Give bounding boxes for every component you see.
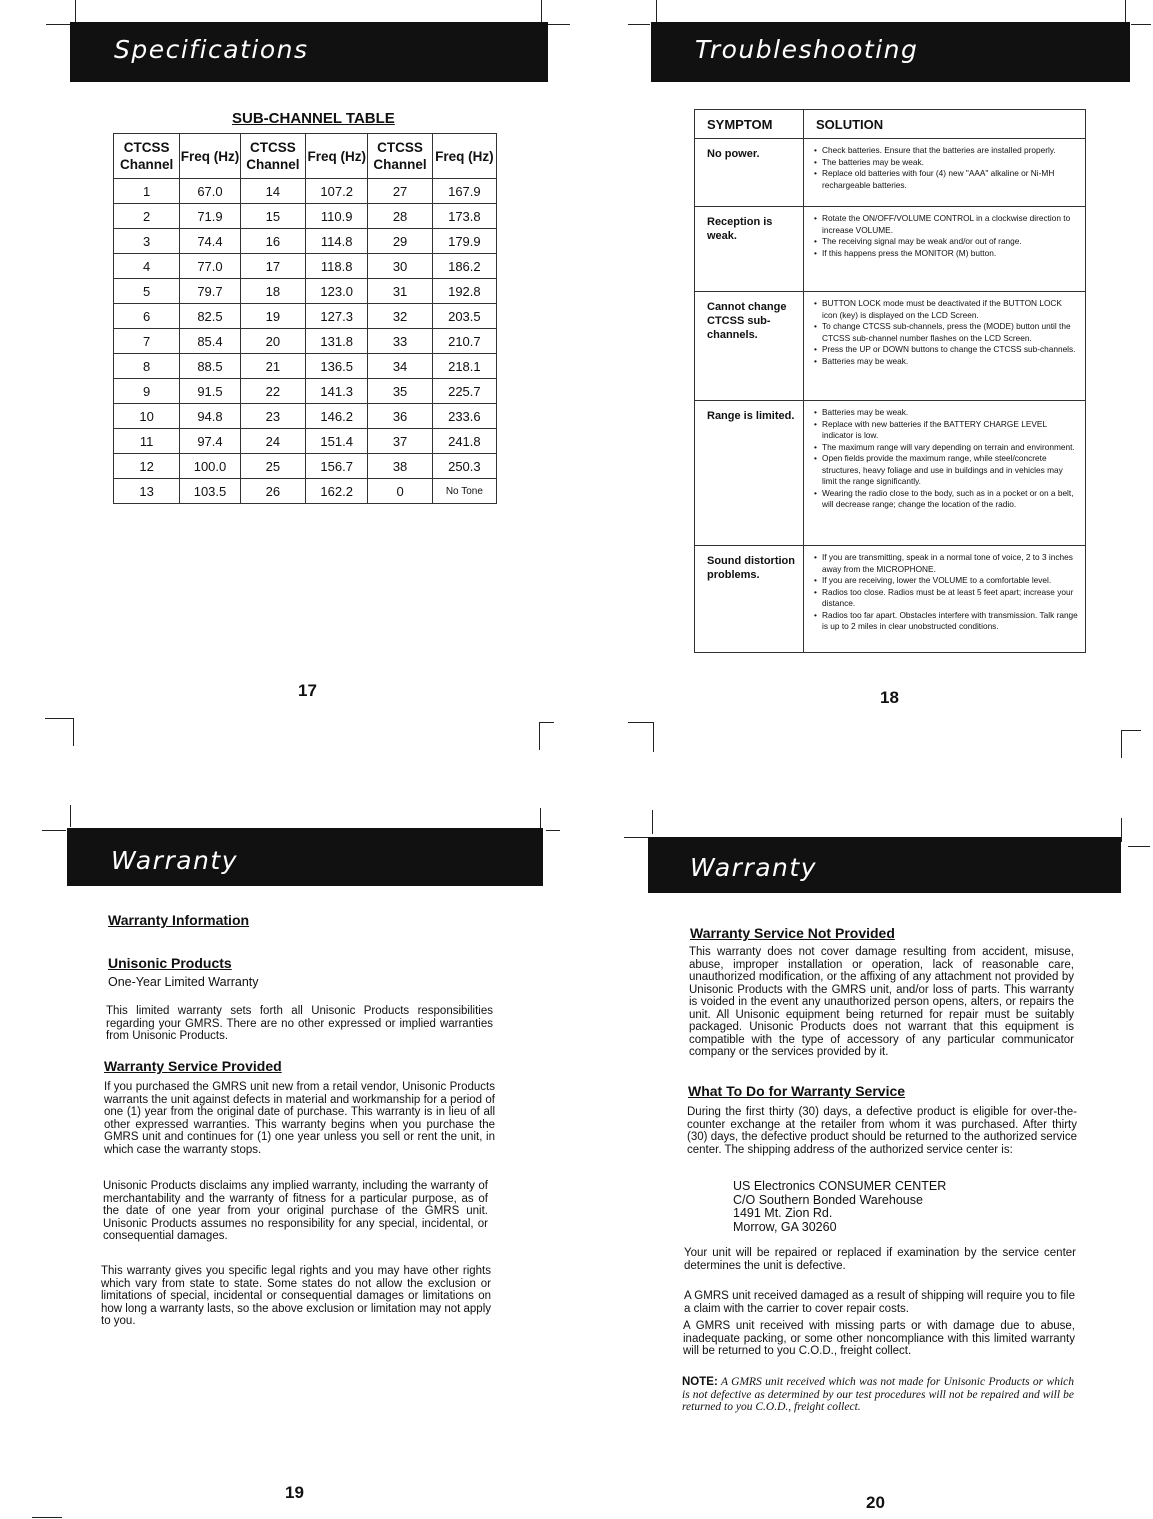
symptom-cell: No power. (695, 139, 804, 207)
frequency-cell: 91.5 (180, 379, 240, 404)
ctcss-channel-cell: 31 (368, 279, 432, 304)
column-header: CTCSS Channel (368, 134, 432, 179)
ctcss-channel-cell: 20 (240, 329, 305, 354)
ctcss-channel-cell: 35 (368, 379, 432, 404)
service-provided-heading: Warranty Service Provided (104, 1058, 282, 1074)
table-row (114, 204, 497, 229)
crop-mark (1121, 818, 1122, 842)
paragraph: Your unit will be repaired or replaced if examination by the service center determines the unit is defective. (684, 1247, 1076, 1272)
symptom-cell: Sound distortion problems. (695, 546, 804, 653)
frequency-cell: 103.5 (180, 479, 240, 504)
crop-mark (628, 24, 650, 25)
table-row (695, 139, 1086, 207)
column-header: CTCSS Channel (240, 134, 305, 179)
ctcss-channel-cell: 5 (114, 279, 180, 304)
ctcss-channel-cell: 14 (240, 179, 305, 204)
column-header: Freq (Hz) (180, 134, 240, 179)
service-not-provided-heading: Warranty Service Not Provided (690, 925, 895, 941)
frequency-cell: 82.5 (180, 304, 240, 329)
ctcss-channel-cell: 4 (114, 254, 180, 279)
symptom-cell: Range is limited. (695, 401, 804, 546)
address-line: Morrow, GA 30260 (733, 1219, 837, 1234)
ctcss-channel-cell: 2 (114, 204, 180, 229)
frequency-cell: 173.8 (432, 204, 496, 229)
paragraph: This warranty does not cover damage resulting from accident, misuse, abuse, improper installation or operation, lack of reasonable care, unauthorized modification, or the affixing of any attachment not provided by Unisonic Products with the GMRS unit, and/or loss of parts. This warranty is voided in the event any unauthorized person opens, alters, or repairs the unit. All Unisonic equipment being returned for repair must be suitably packaged. Unisonic Products does not warrant that this equipment is compatible with the type of accessory of any particular communicator company or the services provided by it. (689, 946, 1074, 1058)
table-row (695, 292, 1086, 401)
crop-mark (1131, 24, 1151, 25)
table-header-row (695, 110, 1086, 139)
table-row (695, 401, 1086, 546)
page-number: 19 (285, 1483, 304, 1502)
table-row (114, 379, 497, 404)
frequency-cell: 114.8 (306, 229, 368, 254)
solution-cell (804, 546, 1086, 653)
ctcss-channel-cell: 16 (240, 229, 305, 254)
address-line: C/O Southern Bonded Warehouse (733, 1192, 923, 1207)
column-header: Freq (Hz) (432, 134, 496, 179)
solution-item: • The batteries may be weak. (822, 157, 1079, 169)
ctcss-channel-cell: 33 (368, 329, 432, 354)
table-row (695, 207, 1086, 292)
solution-item: • Radios too far apart. Obstacles interfere with transmission. Talk range is up to 2 miles in clear unobstructed conditions. (822, 610, 1079, 633)
solution-item: • The maximum range will vary depending on terrain and environment. (822, 442, 1079, 454)
crop-mark (652, 810, 653, 834)
symptom-cell: Cannot change CTCSS sub-channels. (695, 292, 804, 401)
crop-mark (1121, 730, 1122, 758)
table-row (114, 354, 497, 379)
frequency-cell: 225.7 (432, 379, 496, 404)
crop-mark (1128, 846, 1150, 847)
frequency-cell: 131.8 (306, 329, 368, 354)
crop-mark (539, 722, 554, 723)
solution-item: • If this happens press the MONITOR (M) button. (822, 248, 1079, 260)
frequency-cell: No Tone (432, 479, 496, 504)
ctcss-channel-cell: 6 (114, 304, 180, 329)
solution-item: • The receiving signal may be weak and/or out of range. (822, 236, 1079, 248)
frequency-cell: 127.3 (306, 304, 368, 329)
solution-cell (804, 207, 1086, 292)
brand-heading: Unisonic Products (108, 955, 232, 971)
section-banner (651, 22, 1130, 82)
frequency-cell: 110.9 (306, 204, 368, 229)
ctcss-channel-cell: 22 (240, 379, 305, 404)
frequency-cell: 67.0 (180, 179, 240, 204)
solution-cell (804, 401, 1086, 546)
ctcss-channel-cell: 26 (240, 479, 305, 504)
banner-title: Warranty (690, 853, 817, 882)
table-row (114, 479, 497, 504)
ctcss-channel-cell: 12 (114, 454, 180, 479)
crop-mark (539, 722, 540, 750)
table-row (114, 179, 497, 204)
solution-item: • Check batteries. Ensure that the batteries are installed properly. (822, 145, 1079, 157)
note-label: NOTE: (682, 1376, 718, 1388)
paragraph: Unisonic Products disclaims any implied warranty, including the warranty of merchantability and the warranty of fitness for a particular purpose, as of the date of one year from your original purchase of the GMRS unit. Unisonic Products assumes no responsibility for any special, incidental, or consequential damages. (103, 1180, 488, 1242)
solution-item: • If you are receiving, lower the VOLUME to a comfortable level. (822, 575, 1079, 587)
ctcss-channel-cell: 13 (114, 479, 180, 504)
ctcss-channel-cell: 38 (368, 454, 432, 479)
table-row (114, 404, 497, 429)
ctcss-channel-cell: 15 (240, 204, 305, 229)
address-line: 1491 Mt. Zion Rd. (733, 1206, 833, 1220)
ctcss-channel-cell: 37 (368, 429, 432, 454)
solution-item: • To change CTCSS sub-channels, press the (MODE) button until the CTCSS sub-channel number flashes on the LCD Screen. (822, 321, 1079, 344)
ctcss-channel-cell: 17 (240, 254, 305, 279)
frequency-cell: 74.4 (180, 229, 240, 254)
frequency-cell: 88.5 (180, 354, 240, 379)
ctcss-channel-cell: 21 (240, 354, 305, 379)
ctcss-channel-cell: 8 (114, 354, 180, 379)
crop-mark (32, 1517, 62, 1518)
paragraph: This limited warranty sets forth all Unisonic Products responsibilities regarding your GMRS. There are no other expressed or implied warranties from Unisonic Products. (106, 1005, 493, 1042)
ctcss-channel-cell: 3 (114, 229, 180, 254)
crop-mark (656, 0, 657, 22)
solution-item: • Wearing the radio close to the body, such as in a pocket or on a belt, will decrease range; change the location of the radio. (822, 488, 1079, 511)
table-title: SUB-CHANNEL TABLE (232, 110, 395, 127)
solution-item: • Replace old batteries with four (4) new "AAA" alkaline or Ni-MH rechargeable batteries. (822, 168, 1079, 191)
address-line: US Electronics CONSUMER CENTER (733, 1179, 947, 1193)
solution-item: • If you are transmitting, speak in a normal tone of voice, 2 to 3 inches away from the MICROPHONE. (822, 552, 1079, 575)
table-row (114, 429, 497, 454)
table-row (114, 304, 497, 329)
ctcss-channel-cell: 36 (368, 404, 432, 429)
frequency-cell: 250.3 (432, 454, 496, 479)
solution-item: • Rotate the ON/OFF/VOLUME CONTROL in a clockwise direction to increase VOLUME. (822, 213, 1079, 236)
table-row (114, 279, 497, 304)
paragraph: If you purchased the GMRS unit new from a retail vendor, Unisonic Products warrants the unit against defects in material and workmanship for a period of one (1) year from the original date of purchase. This warranty is in lieu of all other expressed warranties. This warranty begins when you purchase the GMRS unit and continues for (1) one year unless you sell or rent the unit, in which case the warranty stops. (104, 1081, 495, 1156)
solution-item: • Press the UP or DOWN buttons to change the CTCSS sub-channels. (822, 344, 1079, 356)
crop-mark (1121, 730, 1141, 731)
frequency-cell: 141.3 (306, 379, 368, 404)
frequency-cell: 97.4 (180, 429, 240, 454)
frequency-cell: 203.5 (432, 304, 496, 329)
note-text: A GMRS unit received which was not made for Unisonic Products or which is not defective as determined by our test procedures will not be repaired and will be returned to you C.O.D., freight collect. (682, 1376, 1074, 1413)
ctcss-channel-cell: 1 (114, 179, 180, 204)
ctcss-channel-cell: 9 (114, 379, 180, 404)
warranty-subheading: One-Year Limited Warranty (108, 975, 259, 989)
frequency-cell: 179.9 (432, 229, 496, 254)
solution-item: • BUTTON LOCK mode must be deactivated if the BUTTON LOCK icon (key) is displayed on the LCD Screen. (822, 298, 1079, 321)
frequency-cell: 118.8 (306, 254, 368, 279)
ctcss-channel-cell: 34 (368, 354, 432, 379)
frequency-cell: 162.2 (306, 479, 368, 504)
frequency-cell: 107.2 (306, 179, 368, 204)
crop-mark (624, 837, 648, 838)
ctcss-channel-cell: 18 (240, 279, 305, 304)
frequency-cell: 100.0 (180, 454, 240, 479)
solution-item: • Replace with new batteries if the BATTERY CHARGE LEVEL indicator is low. (822, 419, 1079, 442)
ctcss-channel-cell: 32 (368, 304, 432, 329)
solution-item: • Batteries may be weak. (822, 356, 1079, 368)
frequency-cell: 136.5 (306, 354, 368, 379)
page-number: 18 (880, 688, 899, 707)
ctcss-channel-cell: 0 (368, 479, 432, 504)
service-address (733, 1180, 946, 1234)
crop-mark (653, 722, 654, 752)
frequency-cell: 210.7 (432, 329, 496, 354)
table-row (695, 546, 1086, 653)
crop-mark (70, 805, 71, 827)
crop-mark (548, 24, 570, 25)
ctcss-channel-cell: 10 (114, 404, 180, 429)
ctcss-channel-cell: 24 (240, 429, 305, 454)
frequency-cell: 218.1 (432, 354, 496, 379)
crop-mark (1125, 0, 1126, 22)
troubleshooting-table (694, 109, 1086, 653)
banner-title: Warranty (111, 846, 238, 875)
frequency-cell: 186.2 (432, 254, 496, 279)
banner-title: Specifications (114, 35, 309, 64)
frequency-cell: 71.9 (180, 204, 240, 229)
solution-item: • Open fields provide the maximum range, while steel/concrete structures, heavy foliage and use in buildings and in vehicles may limit the range significantly. (822, 453, 1079, 488)
section-banner (648, 837, 1121, 893)
column-header-solution: SOLUTION (804, 110, 1086, 139)
solution-cell (804, 292, 1086, 401)
ctcss-channel-cell: 19 (240, 304, 305, 329)
note (682, 1376, 1074, 1414)
ctcss-channel-cell: 30 (368, 254, 432, 279)
crop-mark (46, 24, 70, 25)
table-row (114, 254, 497, 279)
paragraph: A GMRS unit received damaged as a result of shipping will require you to file a claim with the carrier to cover repair costs. (684, 1290, 1075, 1315)
table-row (114, 229, 497, 254)
what-to-do-heading: What To Do for Warranty Service (688, 1083, 906, 1099)
frequency-cell: 146.2 (306, 404, 368, 429)
solution-item: • Radios too close. Radios must be at least 5 feet apart; increase your distance. (822, 587, 1079, 610)
ctcss-channel-cell: 23 (240, 404, 305, 429)
paragraph: During the first thirty (30) days, a defective product is eligible for over-the-counter exchange at the retailer from whom it was purchased. After thirty (30) days, the defective product should be returned to the authorized service center. The shipping address of the authorized service center is: (687, 1106, 1077, 1156)
frequency-cell: 241.8 (432, 429, 496, 454)
banner-title: Troubleshooting (695, 35, 919, 64)
frequency-cell: 156.7 (306, 454, 368, 479)
crop-mark (75, 0, 76, 22)
column-header: CTCSS Channel (114, 134, 180, 179)
crop-mark (628, 722, 654, 723)
paragraph: This warranty gives you specific legal rights and you may have other rights which vary from state to state. Some states do not allow the exclusion or limitations of special, incidental or consequential damages or limitations on how long a warranty lasts, so the above exclusion or limitation may not apply to you. (101, 1265, 491, 1327)
ctcss-channel-cell: 11 (114, 429, 180, 454)
table-row (114, 329, 497, 354)
page-number: 17 (298, 681, 317, 700)
table-row (114, 454, 497, 479)
solution-item: • Batteries may be weak. (822, 407, 1079, 419)
crop-mark (540, 808, 541, 830)
frequency-cell: 94.8 (180, 404, 240, 429)
section-banner (70, 22, 548, 82)
solution-cell (804, 139, 1086, 207)
frequency-cell: 192.8 (432, 279, 496, 304)
symptom-cell: Reception is weak. (695, 207, 804, 292)
crop-mark (73, 718, 74, 746)
ctcss-channel-cell: 27 (368, 179, 432, 204)
paragraph: A GMRS unit received with missing parts or with damage due to abuse, inadequate packing, or some other noncompliance with this limited warranty will be returned to you C.O.D., freight collect. (683, 1320, 1075, 1357)
ctcss-channel-cell: 25 (240, 454, 305, 479)
column-header-symptom: SYMPTOM (695, 110, 804, 139)
sub-channel-table (113, 133, 497, 504)
column-header: Freq (Hz) (306, 134, 368, 179)
crop-mark (45, 718, 73, 719)
frequency-cell: 167.9 (432, 179, 496, 204)
crop-mark (546, 830, 560, 831)
frequency-cell: 79.7 (180, 279, 240, 304)
frequency-cell: 85.4 (180, 329, 240, 354)
section-banner (67, 828, 543, 886)
warranty-information-heading: Warranty Information (108, 912, 250, 928)
frequency-cell: 233.6 (432, 404, 496, 429)
frequency-cell: 123.0 (306, 279, 368, 304)
crop-mark (541, 0, 542, 22)
page-number: 20 (866, 1493, 885, 1512)
frequency-cell: 151.4 (306, 429, 368, 454)
frequency-cell: 77.0 (180, 254, 240, 279)
ctcss-channel-cell: 29 (368, 229, 432, 254)
crop-mark (42, 830, 66, 831)
ctcss-channel-cell: 7 (114, 329, 180, 354)
ctcss-channel-cell: 28 (368, 204, 432, 229)
table-header-row (114, 134, 497, 179)
